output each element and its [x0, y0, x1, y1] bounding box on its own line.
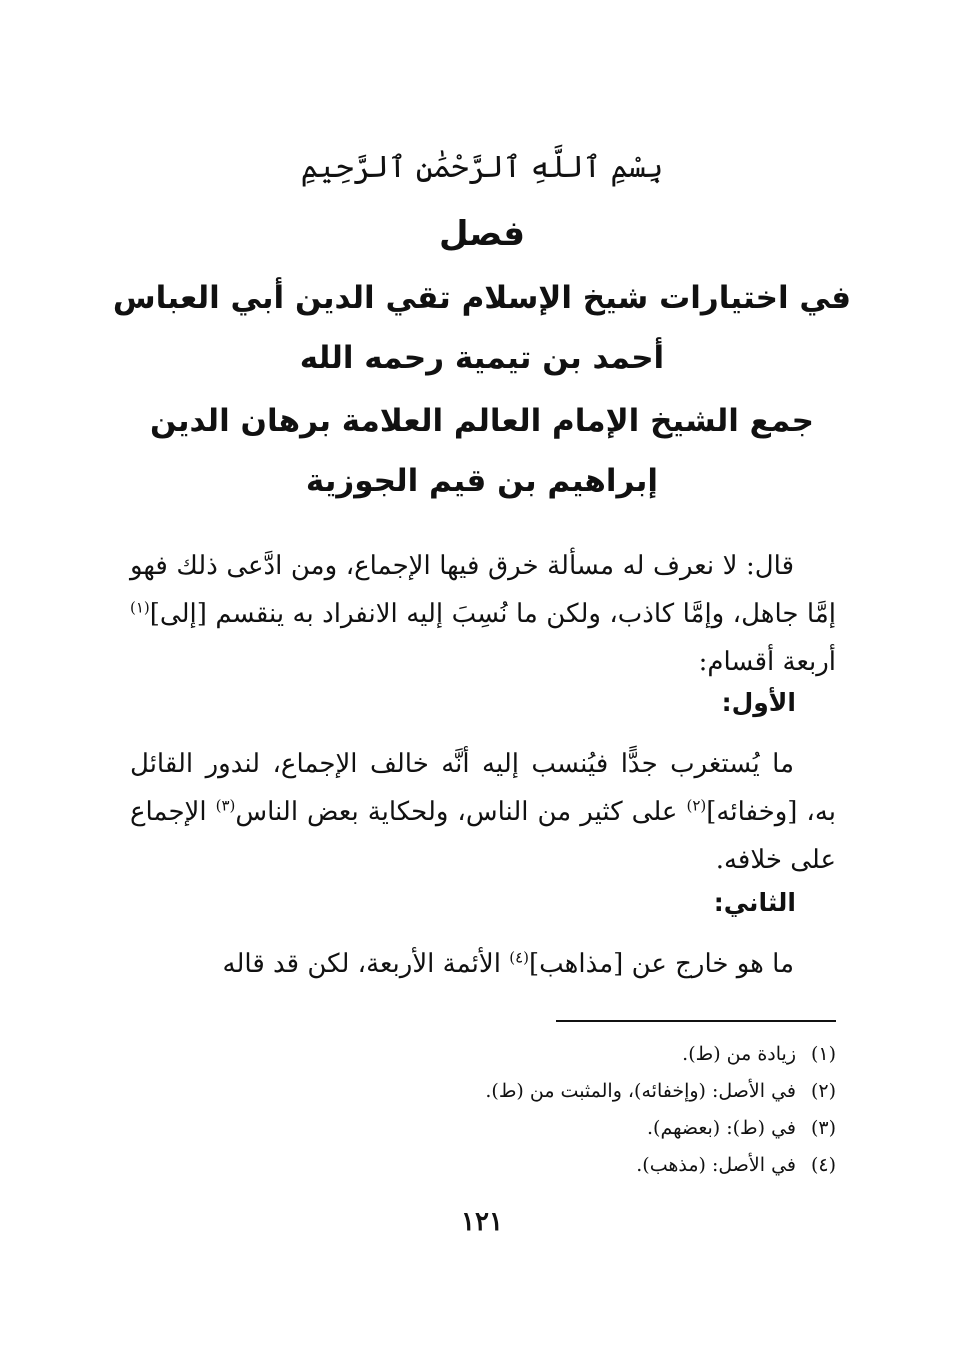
section-heading-second: الثاني: [713, 888, 796, 917]
footnote-text: في الأصل: (مذهب). [636, 1154, 796, 1176]
footnote-ref-3: (٣) [215, 796, 236, 815]
footnote-number: (٢) [810, 1080, 836, 1102]
chapter-subtitle-line-3: جمع الشيخ الإمام العالم العلامة برهان الدين [149, 403, 814, 439]
paragraph-first-text-c: الإجماع على خلافه. [130, 797, 836, 875]
paragraph-first-text-b: على كثير من الناس، ولحكاية بعض الناس [235, 797, 687, 827]
paragraph-intro [130, 542, 836, 686]
footnote-text: زيادة من (ط). [682, 1043, 796, 1065]
paragraph-second-text-a: ما هو خارج عن [مذاهب] [528, 949, 794, 979]
paragraph-intro-text-a: قال: لا نعرف له مسألة خرق فيها الإجماع، ومن ادَّعى ذلك فهو إمَّا جاهل، وإمَّا كاذب، ولكن ما نُسِبَ إليه الانفراد به ينقسم [إلى] [130, 551, 836, 629]
paragraph-intro-text-b: أربعة أقسام: [698, 647, 836, 677]
footnote-ref-2: (٢) [686, 796, 707, 815]
footnote-text: في الأصل: (وإخفائه)، والمثبت من (ط). [485, 1080, 796, 1102]
footnote-item [130, 1147, 836, 1184]
footnote-number: (٣) [810, 1117, 836, 1139]
basmala-header: بِسْمِ ٱللَّهِ ٱلرَّحْمَٰنِ ٱلرَّحِيمِ [300, 150, 664, 185]
chapter-subtitle-line-4: إبراهيم بن قيم الجوزية [305, 463, 659, 499]
paragraph-first [130, 740, 836, 884]
footnotes-list [130, 1036, 836, 1184]
footnote-item [130, 1073, 836, 1110]
footnote-number: (١) [810, 1043, 836, 1065]
chapter-subtitle-line-2: أحمد بن تيمية رحمه الله [299, 340, 665, 376]
paragraph-second [130, 940, 836, 988]
footnote-text: في (ط): (بعضهم). [647, 1117, 796, 1139]
paragraph-first-text-a: ما يُستغرب جدًّا فيُنسب إليه أنَّه خالف الإجماع، لندور القائل به، [وخفائه] [130, 749, 836, 827]
footnote-ref-1: (١) [130, 598, 150, 617]
footnote-item [130, 1110, 836, 1147]
paragraph-second-text-b: الأئمة الأربعة، لكن قد قاله [222, 949, 510, 979]
footnote-item [130, 1036, 836, 1073]
section-heading-first: الأول: [721, 688, 796, 717]
chapter-title: فصل [438, 214, 526, 254]
page-number: ١٢١ [461, 1207, 503, 1237]
footnote-divider [556, 1020, 836, 1022]
footnote-ref-4: (٤) [509, 948, 529, 967]
chapter-subtitle-line-1: في اختيارات شيخ الإسلام تقي الدين أبي العباس [112, 280, 852, 316]
footnote-number: (٤) [810, 1154, 836, 1176]
